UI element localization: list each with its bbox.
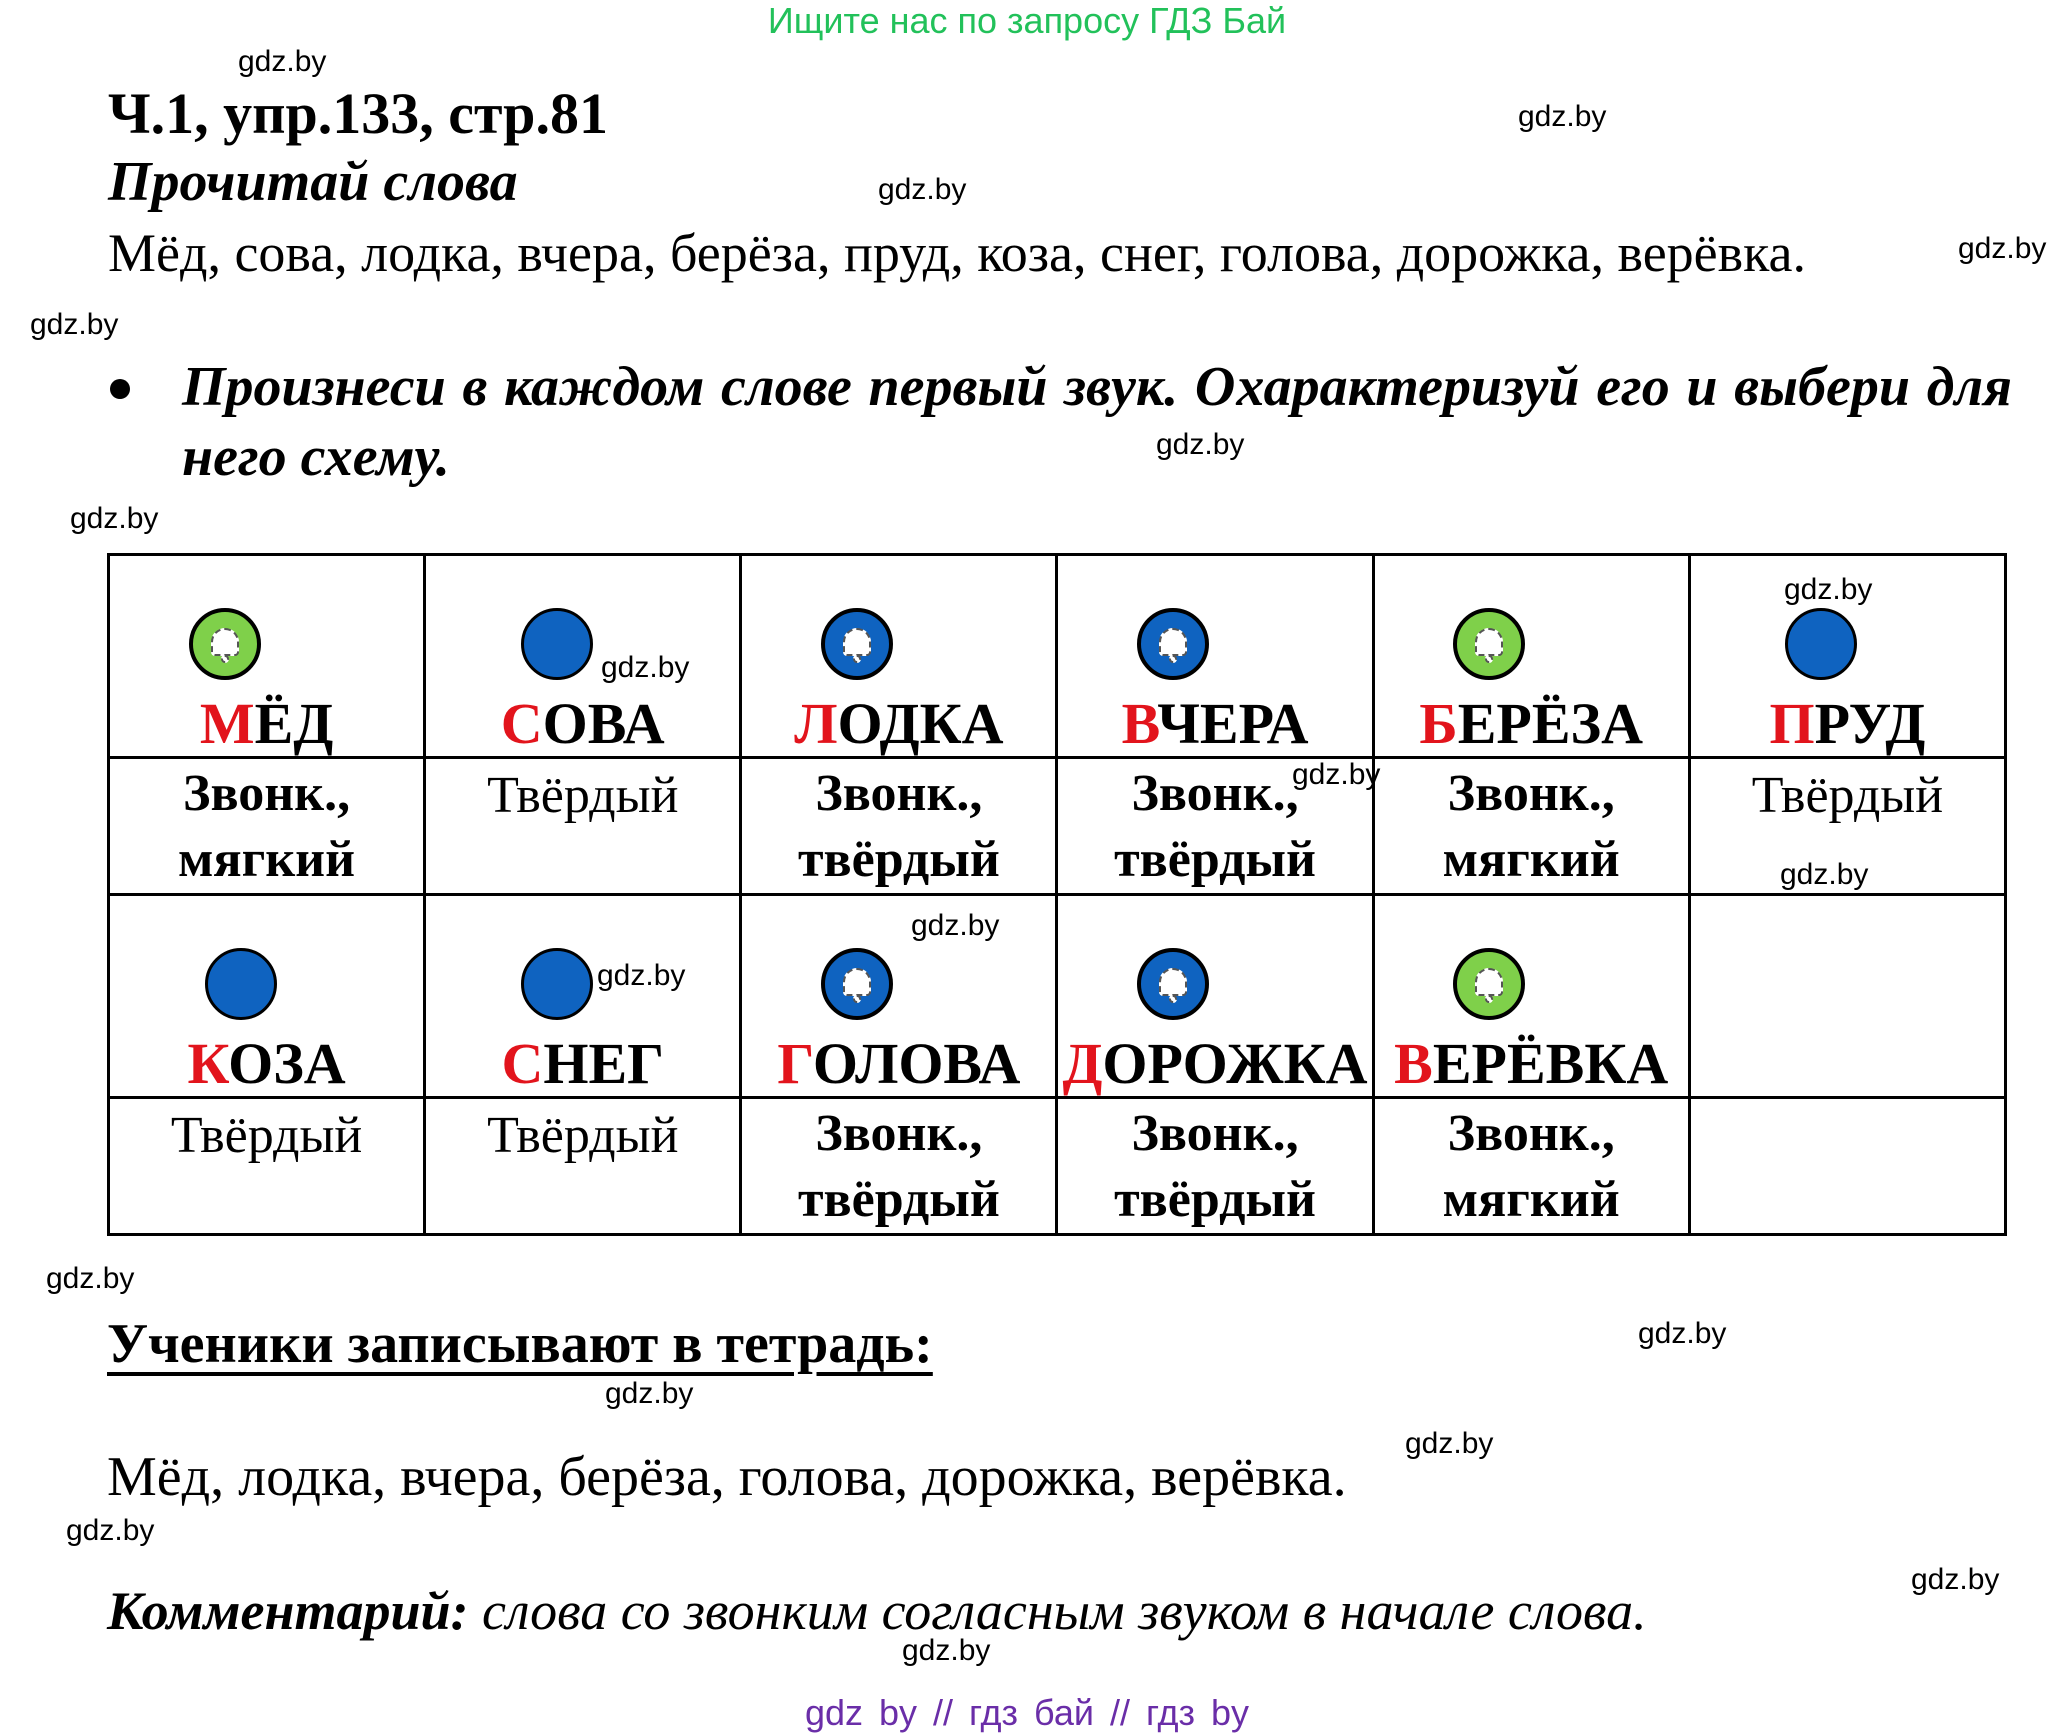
watermark: gdz.by: [1156, 428, 1245, 461]
bell-icon: [839, 624, 875, 664]
watermark: gdz.by: [601, 651, 690, 684]
word-rest: ОДКА: [837, 691, 1004, 756]
hard-scheme-icon: [1785, 608, 1857, 680]
first-letter: Д: [1062, 1031, 1103, 1096]
word-cell: [109, 895, 425, 1098]
word: [501, 1031, 665, 1096]
word-rest: ОВА: [542, 691, 665, 756]
word: [187, 1031, 346, 1096]
sound-characteristic: Звонк.,: [1131, 1105, 1299, 1162]
characteristic-cell: [741, 758, 1057, 895]
word: [1419, 691, 1644, 756]
first-letter: В: [1394, 1031, 1433, 1096]
bell-icon: [1471, 624, 1507, 664]
word: [794, 691, 1004, 756]
comment-label: Комментарий:: [107, 1581, 469, 1641]
characteristic-cell: [1689, 1098, 2005, 1235]
sound-characteristic: Твёрдый: [1751, 767, 1944, 824]
watermark: gdz.by: [878, 173, 967, 206]
sound-characteristic: Звонк.,: [815, 1105, 983, 1162]
first-letter: Б: [1419, 691, 1458, 756]
watermark: gdz.by: [1780, 858, 1869, 891]
sound-characteristic: мягкий: [1442, 1171, 1620, 1228]
word: [777, 1031, 1021, 1096]
word-rest: ОРОЖКА: [1102, 1031, 1368, 1096]
watermark: gdz.by: [30, 308, 119, 341]
footer-links[interactable]: gdz by // гдз бай // гдз by: [804, 1692, 1250, 1733]
sound-characteristic: Звонк.,: [1447, 765, 1615, 822]
first-letter: Л: [794, 691, 838, 756]
sound-characteristic: Твёрдый: [170, 1107, 363, 1164]
watermark: gdz.by: [605, 1377, 694, 1410]
first-letter: М: [199, 691, 255, 756]
sound-characteristic: Звонк.,: [183, 765, 351, 822]
word-list: Мёд, сова, лодка, вчера, берёза, пруд, коза, снег, голова, дорожка, верёвка.: [108, 223, 1807, 283]
characteristic-cell: [741, 1098, 1057, 1235]
word: [1062, 1031, 1368, 1096]
hard-scheme-icon: [521, 948, 593, 1020]
characteristic-row: [109, 758, 2006, 895]
sound-characteristic: Твёрдый: [487, 1107, 679, 1164]
word-cell: [741, 895, 1057, 1098]
voiced-soft-scheme-icon: [189, 608, 261, 680]
watermark: gdz.by: [1405, 1427, 1494, 1460]
voiced-hard-scheme-icon: [821, 608, 893, 680]
watermark: gdz.by: [1518, 100, 1607, 133]
word-cell: [1057, 895, 1373, 1098]
bell-icon: [1471, 964, 1507, 1004]
word-cell: [109, 555, 425, 758]
word-cell: [1373, 895, 1689, 1098]
characteristic-cell: [1057, 1098, 1373, 1235]
voiced-hard-scheme-icon: [1137, 948, 1209, 1020]
sound-characteristic: Твёрдый: [487, 767, 679, 824]
search-banner[interactable]: Ищите нас по запросу ГДЗ Бай: [767, 0, 1287, 41]
comment-text: слова со звонким согласным звуком в начале слова.: [468, 1581, 1647, 1641]
bell-icon: [1155, 624, 1191, 664]
word-rest: ОЗА: [228, 1031, 346, 1096]
watermark: gdz.by: [1638, 1317, 1727, 1350]
word-cell: [1373, 555, 1689, 758]
watermark: gdz.by: [238, 45, 327, 78]
comment: [107, 1580, 1647, 1642]
bullet-icon: [110, 379, 130, 399]
word: [1121, 691, 1309, 756]
instruction-read-words: Прочитай слова: [108, 151, 518, 213]
hard-scheme-icon: [521, 608, 593, 680]
watermark: gdz.by: [911, 909, 1000, 942]
written-words: Мёд, лодка, вчера, берёза, голова, дорожка, верёвка.: [107, 1446, 1347, 1508]
watermark: gdz.by: [46, 1262, 135, 1295]
word: [1769, 691, 1926, 756]
first-letter: В: [1121, 691, 1158, 756]
characteristic-cell: [1373, 758, 1689, 895]
bell-icon: [839, 964, 875, 1004]
bell-icon: [207, 624, 243, 664]
word-cell: [425, 895, 741, 1098]
word-row: [109, 895, 2006, 1098]
word-row: [109, 555, 2006, 758]
word-rest: ОЛОВА: [812, 1031, 1021, 1096]
word-cell: [741, 555, 1057, 758]
word: [500, 691, 665, 756]
word: [199, 691, 334, 756]
watermark: gdz.by: [1784, 573, 1873, 606]
characteristic-cell: [425, 758, 741, 895]
watermark: gdz.by: [1292, 758, 1381, 791]
sound-characteristic: Звонк.,: [815, 765, 983, 822]
characteristic-cell: [1373, 1098, 1689, 1235]
sound-characteristic: мягкий: [178, 831, 356, 888]
watermark: gdz.by: [1911, 1563, 2000, 1596]
exercise-heading: Ч.1, упр.133, стр.81: [108, 81, 608, 146]
word-rest: ЧЕРА: [1157, 691, 1309, 756]
task-instruction: Произнеси в каждом слове первый звук. Охарактеризуй его и выбери для него схему.: [182, 356, 2012, 488]
first-letter: Г: [777, 1031, 813, 1096]
word-rest: ЁД: [254, 691, 334, 756]
sound-characteristic: твёрдый: [797, 1171, 1000, 1228]
hard-scheme-icon: [205, 948, 277, 1020]
first-letter: П: [1769, 691, 1815, 756]
first-letter: С: [501, 1031, 544, 1096]
voiced-hard-scheme-icon: [821, 948, 893, 1020]
word-rest: ЕРЁЗА: [1457, 691, 1644, 756]
word-cell: [425, 555, 741, 758]
sound-characteristic: твёрдый: [797, 831, 1000, 888]
watermark: gdz.by: [902, 1634, 991, 1667]
voiced-soft-scheme-icon: [1453, 948, 1525, 1020]
sound-characteristic: твёрдый: [1114, 831, 1316, 888]
characteristic-cell: [109, 758, 425, 895]
word: [1394, 1031, 1669, 1096]
first-letter: К: [187, 1031, 229, 1096]
word-cell: [1689, 895, 2005, 1098]
sound-characteristic: твёрдый: [1114, 1171, 1316, 1228]
word-rest: НЕГ: [543, 1031, 665, 1096]
sound-characteristic: мягкий: [1442, 831, 1620, 888]
watermark: gdz.by: [597, 959, 686, 992]
watermark: gdz.by: [1958, 232, 2047, 265]
voiced-soft-scheme-icon: [1453, 608, 1525, 680]
first-letter: С: [500, 691, 543, 756]
watermark: gdz.by: [66, 1514, 155, 1547]
voiced-hard-scheme-icon: [1137, 608, 1209, 680]
characteristic-cell: [425, 1098, 741, 1235]
characteristic-cell: [109, 1098, 425, 1235]
watermark: gdz.by: [70, 502, 159, 535]
word-cell: [1057, 555, 1373, 758]
characteristic-row: [109, 1098, 2006, 1235]
sound-schemes-table: [107, 553, 2007, 1236]
word-rest: ЕРЁВКА: [1432, 1031, 1669, 1096]
bell-icon: [1155, 964, 1191, 1004]
sound-characteristic: Звонк.,: [1131, 765, 1299, 822]
sound-characteristic: Звонк.,: [1447, 1105, 1615, 1162]
word-rest: РУД: [1814, 691, 1926, 756]
pupils-write-label: Ученики записывают в тетрадь:: [107, 1313, 933, 1375]
